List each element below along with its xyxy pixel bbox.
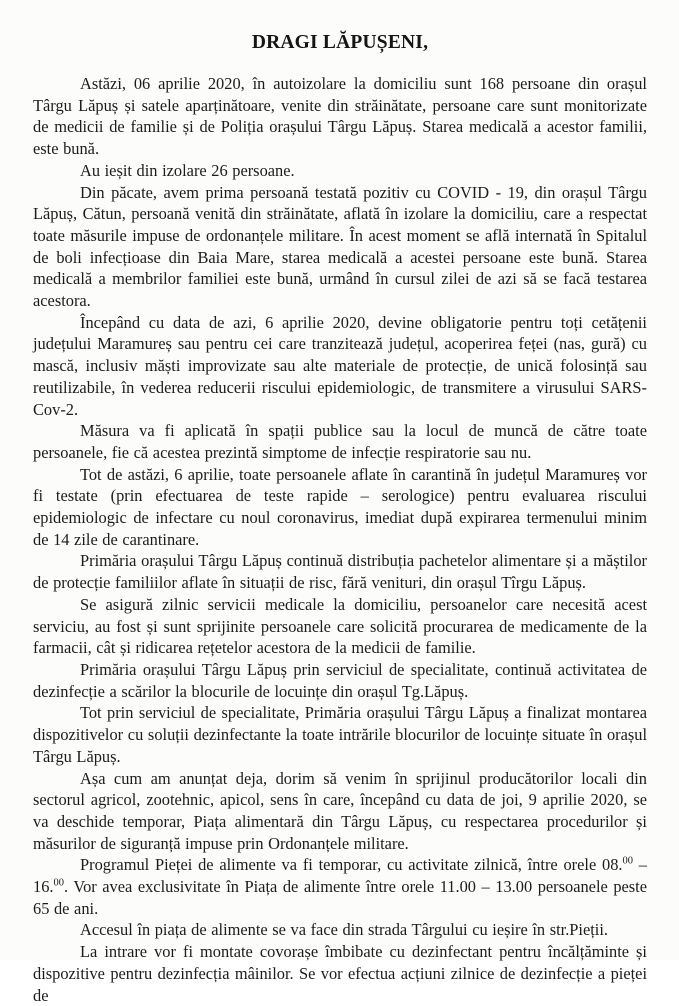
paragraph xyxy=(33,312,647,421)
paragraph-text: Primăria orașului Târgu Lăpuș prin serviciul de specialitate, continuă activitatea de dezinfecție a scărilor la blocurile de locuințe din orașul Tg.Lăpuș. xyxy=(33,659,647,701)
paragraph-text: Programul Pieței de alimente va fi temporar, cu activitate zilnică, între orele 08. xyxy=(80,855,623,875)
paragraph-text: Tot prin serviciul de specialitate, Primăria orașului Târgu Lăpuș a finalizat montarea dispozitivelor cu soluții dezinfectante la toate intrările blocurilor de locuințe situate în orașul Târgu Lăpuș. xyxy=(33,703,647,766)
paragraph-text: – 16. xyxy=(33,855,647,897)
document-body xyxy=(33,73,647,1006)
paragraph-text: Au ieșit din izolare 26 persoane. xyxy=(80,160,295,180)
paragraph xyxy=(33,182,647,312)
paragraph xyxy=(33,854,647,919)
paragraph xyxy=(33,160,647,182)
paragraph-text: Se asigură zilnic servicii medicale la domiciliu, persoanelor care necesită acest serviciu, au fost și sunt sprijinite persoanele care solicită procurarea de medicamente de la farmacii, cât și ridicarea rețetelor acestora de la medicii de familie. xyxy=(33,594,647,658)
paragraph xyxy=(33,464,647,551)
paragraph xyxy=(33,420,647,463)
paragraph-text: Începând cu data de azi, 6 aprilie 2020, devine obligatorie pentru toți cetățenii județului Maramureș sau pentru cei care tranzitează județul, acoperirea feței (nas, gură) cu mască, inclusiv măști improvizate sau alte materiale de protecție, de unică folosință sau reutilizabile, în vederea reducerii riscului epidemiologic, de transmitere a virusului SARS-Cov-2. xyxy=(33,312,647,419)
document-title: DRAGI LĂPUȘENI, xyxy=(251,32,429,53)
paragraph-text: Așa cum am anunțat deja, dorim să venim în sprijinul producătorilor locali din sectorul agricol, zootehnic, apicol, sens în care, începând cu data de joi, 9 aprilie 2020, se va deschide temporar, Piața alimentară din Târgu Lăpuș, cu respectarea procedurilor și măsurilor de siguranță impuse prin Ordonanțele militare. xyxy=(33,768,647,853)
paragraph-text: Tot de astăzi, 6 aprilie, toate persoanele aflate în carantină în județul Maramureș vor fi testate (prin efectuarea de teste rapide – serologice) pentru evaluarea riscului epidemiologic de infectare cu noul coronavirus, imediat după expirarea termenului minim de 14 zile de carantinare. xyxy=(33,464,647,549)
paragraph xyxy=(33,768,647,855)
paragraph xyxy=(33,941,647,1006)
paragraph-text: Accesul în piața de alimente se va face din strada Târgului cu ieșire în str.Pieții. xyxy=(80,920,608,940)
superscript-text: 00 xyxy=(53,877,64,889)
paragraph xyxy=(33,550,647,593)
paragraph-text: Astăzi, 06 aprilie 2020, în autoizolare la domiciliu sunt 168 persoane din orașul Târgu Lăpuș și satele aparținătoare, venite din străinătate, persoane care sunt monitorizate de medicii de familie și de Poliția orașului Târgu Lăpuș. Starea medicală a acestor familii, este bună. xyxy=(33,74,647,159)
paragraph-text: La intrare vor fi montate covorașe îmbibate cu dezinfectant pentru încălțăminte și dispozitive pentru dezinfecția mâinilor. Se vor efectua acțiuni zilnice de dezinfecție a pieței de xyxy=(33,942,647,1005)
paragraph-text: Din păcate, avem prima persoană testată pozitiv cu COVID - 19, din orașul Târgu Lăpuș, Cătun, persoană venită din străinătate, aflată în izolare la domiciliu, care a respectat toate măsurile impuse de ordonanțele militare. În acest moment se află internată în Spitalul de boli infecțioase din Baia Mare, starea medicală a acestei persoane este bună. Starea medicală a membrilor familiei este bună, urmând în cursul zilei de azi să se facă testarea acestora. xyxy=(33,182,647,311)
paragraph xyxy=(33,659,647,702)
paragraph xyxy=(33,594,647,659)
paragraph-text: . Vor avea exclusivitate în Piața de alimente între orele 11.00 – 13.00 persoanele peste 65 de ani. xyxy=(33,877,647,918)
paragraph-text: Măsura va fi aplicată în spații publice sau la locul de muncă de către toate persoanele, fie că acestea prezintă simptome de infecție respiratorie sau nu. xyxy=(33,421,647,462)
paragraph xyxy=(33,702,647,767)
superscript-text: 00 xyxy=(622,855,634,867)
paragraph xyxy=(33,73,647,160)
paragraph xyxy=(33,919,647,941)
paragraph-text: Primăria orașului Târgu Lăpuș continuă distribuția pachetelor alimentare și a măștilor de protecție familiilor aflate în situații de risc, fără venituri, din orașul Tîrgu Lăpuș. xyxy=(33,551,647,593)
